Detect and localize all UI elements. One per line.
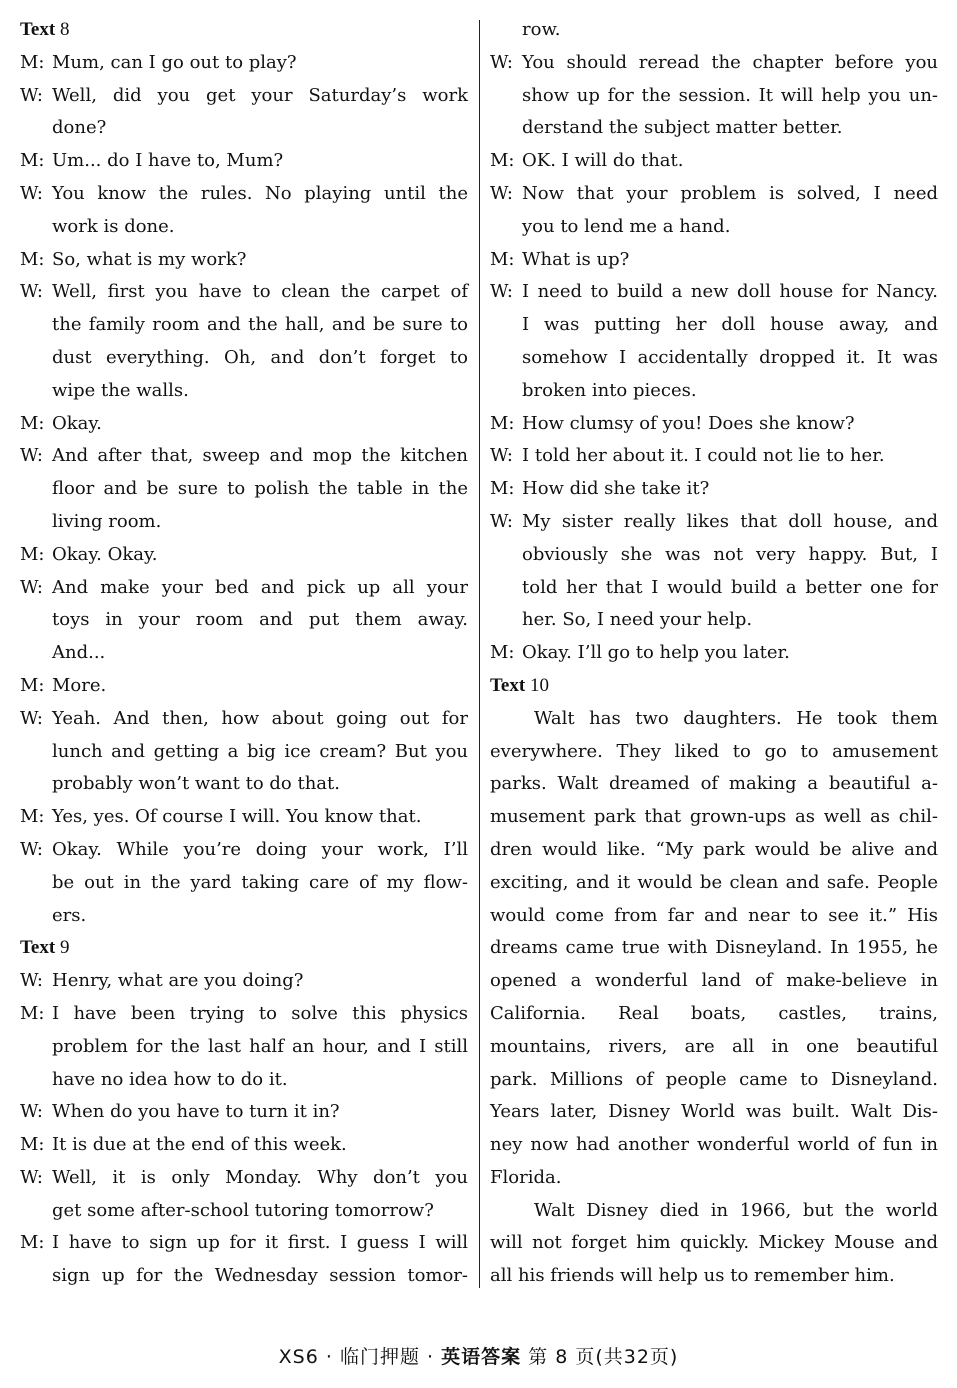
speaker-label: M:	[20, 248, 45, 270]
dialogue-line	[490, 178, 938, 211]
dialogue-line	[20, 801, 468, 834]
dialogue-text: show up for the session. It will help you un-	[522, 84, 938, 106]
dialogue-line	[20, 80, 468, 113]
paragraph-text: Walt Disney died in 1966, but the world	[534, 1199, 938, 1221]
dialogue-continuation	[490, 14, 938, 47]
dialogue-line	[20, 998, 468, 1031]
dialogue-text: Well, it is only Monday. Why don’t you	[52, 1166, 468, 1188]
dialogue-text: You know the rules. No playing until the	[52, 182, 468, 204]
dialogue-text: I have to sign up for it first. I guess I will	[52, 1232, 468, 1254]
speaker-label: M:	[20, 1232, 45, 1254]
dialogue-text: row.	[522, 19, 561, 40]
dialogue-continuation	[20, 473, 468, 506]
dialogue-text: the family room and the hall, and be sure to	[52, 314, 468, 336]
paragraph-text: dren would like. “My park would be alive and	[490, 838, 938, 860]
dialogue-text: Mum, can I go out to play?	[52, 51, 297, 73]
paragraph-line	[490, 1195, 938, 1228]
section-heading	[20, 932, 468, 965]
paragraph-line	[490, 736, 938, 769]
footer-code: XS6	[278, 1346, 319, 1368]
dialogue-line	[490, 244, 938, 277]
paragraph-text: mountains, rivers, are all in one beautiful	[490, 1035, 938, 1057]
speaker-label: M:	[20, 1134, 45, 1156]
dialogue-text: work is done.	[52, 215, 175, 237]
paragraph-line	[490, 1162, 938, 1195]
speaker-label: M:	[490, 248, 515, 270]
dialogue-text: broken into pieces.	[522, 379, 697, 401]
dialogue-continuation	[20, 112, 468, 145]
speaker-label: W:	[490, 281, 514, 303]
dialogue-text: It is due at the end of this week.	[52, 1134, 347, 1156]
dialogue-text: you to lend me a hand.	[522, 215, 731, 237]
dialogue-text: lunch and getting a big ice cream? But you	[52, 740, 468, 762]
dialogue-text: have no idea how to do it.	[52, 1068, 288, 1090]
dialogue-line	[20, 47, 468, 80]
speaker-label: M:	[490, 478, 515, 500]
dialogue-continuation	[490, 539, 938, 572]
speaker-label: M:	[490, 412, 515, 434]
speaker-label: W:	[20, 84, 44, 106]
dialogue-line	[20, 178, 468, 211]
paragraph-line	[490, 867, 938, 900]
dialogue-text: told her that I would build a better one for	[522, 576, 938, 598]
speaker-label: W:	[490, 51, 514, 73]
dialogue-continuation	[20, 1064, 468, 1097]
page-footer	[0, 1342, 957, 1369]
dialogue-text: Yes, yes. Of course I will. You know that.	[52, 806, 422, 828]
dialogue-line	[20, 440, 468, 473]
paragraph-line	[490, 1096, 938, 1129]
paragraph-text: Florida.	[490, 1166, 562, 1188]
speaker-label: W:	[20, 1166, 44, 1188]
paragraph-line	[490, 703, 938, 736]
dialogue-continuation	[490, 80, 938, 113]
speaker-label: W:	[20, 1101, 44, 1123]
dialogue-text: Henry, what are you doing?	[52, 970, 304, 992]
paragraph-text: everywhere. They liked to go to amusement	[490, 740, 938, 762]
dialogue-continuation	[490, 375, 938, 408]
dialogue-continuation	[20, 867, 468, 900]
paragraph-text: Years later, Disney World was built. Walt Dis-	[490, 1101, 938, 1123]
dialogue-text: Yeah. And then, how about going out for	[52, 707, 468, 729]
paragraph-text: opened a wonderful land of make-believe in	[490, 970, 938, 992]
dialogue-text: I was putting her doll house away, and	[522, 314, 938, 336]
section-heading	[20, 14, 468, 47]
dialogue-text: How did she take it?	[522, 478, 710, 500]
dialogue-text: probably won’t want to do that.	[52, 773, 340, 795]
dialogue-line	[20, 1096, 468, 1129]
dialogue-text: I have been trying to solve this physics	[52, 1002, 468, 1024]
speaker-label: M:	[20, 674, 45, 696]
dialogue-continuation	[20, 900, 468, 933]
dialogue-text: How clumsy of you! Does she know?	[522, 412, 855, 434]
column-divider	[479, 20, 480, 1288]
speaker-label: W:	[20, 970, 44, 992]
dialogue-text: Okay.	[52, 412, 102, 434]
speaker-label: M:	[20, 543, 45, 565]
footer-separator: ·	[318, 1346, 340, 1368]
section-heading-number: 10	[529, 674, 549, 696]
dialogue-line	[20, 703, 468, 736]
dialogue-text: problem for the last half an hour, and I still	[52, 1035, 468, 1057]
paragraph-line	[490, 1227, 938, 1260]
dialogue-text: ers.	[52, 904, 87, 926]
paragraph-text: would come from far and near to see it.” His	[490, 904, 938, 926]
dialogue-text: Well, did you get your Saturday’s work	[52, 84, 468, 106]
dialogue-line	[20, 1162, 468, 1195]
speaker-label: M:	[20, 1002, 45, 1024]
section-heading-label: Text	[20, 19, 56, 40]
speaker-label: W:	[20, 707, 44, 729]
dialogue-line	[490, 47, 938, 80]
dialogue-text: So, what is my work?	[52, 248, 247, 270]
section-heading-label: Text	[20, 937, 56, 959]
paragraph-text: exciting, and it would be clean and safe. People	[490, 871, 938, 893]
paragraph-text: will not forget him quickly. Mickey Mouse and	[490, 1232, 938, 1254]
dialogue-text: obviously she was not very happy. But, I	[522, 543, 938, 565]
dialogue-text: Well, first you have to clean the carpet of	[52, 281, 468, 303]
dialogue-line	[490, 440, 938, 473]
dialogue-continuation	[490, 572, 938, 605]
dialogue-continuation	[490, 604, 938, 637]
dialogue-text: My sister really likes that doll house, and	[522, 510, 938, 532]
dialogue-text: be out in the yard taking care of my flow-	[52, 871, 468, 893]
dialogue-continuation	[490, 309, 938, 342]
dialogue-text: Um... do I have to, Mum?	[52, 150, 284, 172]
dialogue-line	[490, 473, 938, 506]
dialogue-text: living room.	[52, 510, 162, 532]
paragraph-text: all his friends will help us to remember him.	[490, 1265, 895, 1287]
speaker-label: M:	[20, 806, 45, 828]
footer-series: 临门押题	[339, 1346, 420, 1368]
section-heading-number: 9	[59, 937, 70, 959]
speaker-label: W:	[490, 445, 514, 467]
dialogue-text: OK. I will do that.	[522, 150, 684, 172]
dialogue-line	[490, 276, 938, 309]
dialogue-continuation	[20, 736, 468, 769]
dialogue-line	[490, 145, 938, 178]
paragraph-line	[490, 1031, 938, 1064]
dialogue-line	[490, 637, 938, 670]
footer-page-number: 第 8 页(共32页)	[521, 1346, 679, 1368]
paragraph-text: Walt has two daughters. He took them	[534, 707, 938, 729]
dialogue-line	[20, 539, 468, 572]
dialogue-line	[20, 965, 468, 998]
dialogue-line	[20, 244, 468, 277]
dialogue-line	[20, 834, 468, 867]
speaker-label: M:	[20, 150, 45, 172]
section-heading-number: 8	[59, 19, 70, 40]
left-column	[20, 14, 468, 1293]
dialogue-text: done?	[52, 117, 107, 139]
section-heading-label: Text	[490, 674, 526, 696]
paragraph-line	[490, 965, 938, 998]
dialogue-line	[20, 572, 468, 605]
dialogue-continuation	[20, 506, 468, 539]
dialogue-continuation	[490, 211, 938, 244]
dialogue-text: You should reread the chapter before you	[522, 51, 938, 73]
dialogue-text: derstand the subject matter better.	[522, 117, 843, 139]
dialogue-text: get some after-school tutoring tomorrow?	[52, 1199, 434, 1221]
dialogue-text: And make your bed and pick up all your	[52, 576, 468, 598]
dialogue-text: her. So, I need your help.	[522, 609, 753, 631]
dialogue-text: somehow I accidentally dropped it. It was	[522, 346, 938, 368]
speaker-label: M:	[20, 412, 45, 434]
dialogue-text: dust everything. Oh, and don’t forget to	[52, 346, 468, 368]
dialogue-continuation	[20, 1195, 468, 1228]
paragraph-line	[490, 768, 938, 801]
dialogue-text: Okay. While you’re doing your work, I’ll	[52, 838, 468, 860]
dialogue-continuation	[20, 375, 468, 408]
dialogue-continuation	[20, 604, 468, 637]
speaker-label: W:	[490, 510, 514, 532]
dialogue-line	[490, 506, 938, 539]
dialogue-text: sign up for the Wednesday session tomor-	[52, 1265, 468, 1287]
paragraph-line	[490, 998, 938, 1031]
paragraph-line	[490, 1064, 938, 1097]
dialogue-continuation	[490, 342, 938, 375]
dialogue-continuation	[20, 211, 468, 244]
dialogue-text: What is up?	[522, 248, 630, 270]
paragraph-line	[490, 834, 938, 867]
dialogue-line	[490, 408, 938, 441]
dialogue-continuation	[20, 768, 468, 801]
paragraph-text: dreams came true with Disneyland. In 1955, he	[490, 937, 938, 959]
dialogue-text: wipe the walls.	[52, 379, 189, 401]
speaker-label: M:	[490, 642, 515, 664]
dialogue-text: toys in your room and put them away.	[52, 609, 468, 631]
section-heading	[490, 670, 938, 703]
dialogue-text: More.	[52, 674, 107, 696]
dialogue-text: I told her about it. I could not lie to her.	[522, 445, 885, 467]
dialogue-text: Now that your problem is solved, I need	[522, 182, 938, 204]
dialogue-text: I need to build a new doll house for Nancy.	[522, 281, 938, 303]
dialogue-line	[20, 145, 468, 178]
speaker-label: W:	[20, 445, 44, 467]
speaker-label: W:	[490, 182, 514, 204]
paragraph-line	[490, 1260, 938, 1293]
speaker-label: W:	[20, 576, 44, 598]
dialogue-text: And...	[52, 642, 106, 664]
speaker-label: W:	[20, 182, 44, 204]
footer-subject: 英语答案	[441, 1346, 522, 1368]
dialogue-continuation	[20, 309, 468, 342]
paragraph-line	[490, 801, 938, 834]
dialogue-continuation	[20, 342, 468, 375]
dialogue-continuation	[20, 1260, 468, 1293]
speaker-label: M:	[490, 150, 515, 172]
dialogue-continuation	[490, 112, 938, 145]
right-column	[490, 14, 938, 1293]
paragraph-text: California. Real boats, castles, trains,	[490, 1002, 938, 1024]
dialogue-line	[20, 408, 468, 441]
dialogue-line	[20, 1129, 468, 1162]
paragraph-text: park. Millions of people came to Disneyland.	[490, 1068, 938, 1090]
dialogue-line	[20, 670, 468, 703]
dialogue-line	[20, 276, 468, 309]
paragraph-line	[490, 932, 938, 965]
dialogue-text: When do you have to turn it in?	[52, 1101, 340, 1123]
dialogue-text: Okay. I’ll go to help you later.	[522, 642, 790, 664]
paragraph-text: ney now had another wonderful world of fun in	[490, 1134, 938, 1156]
speaker-label: W:	[20, 281, 44, 303]
speaker-label: M:	[20, 51, 45, 73]
dialogue-continuation	[20, 1031, 468, 1064]
dialogue-text: Okay. Okay.	[52, 543, 158, 565]
dialogue-line	[20, 1227, 468, 1260]
paragraph-line	[490, 1129, 938, 1162]
dialogue-text: floor and be sure to polish the table in the	[52, 478, 468, 500]
footer-separator: ·	[419, 1346, 442, 1368]
speaker-label: W:	[20, 838, 44, 860]
paragraph-text: parks. Walt dreamed of making a beautiful a-	[490, 773, 938, 795]
paragraph-line	[490, 900, 938, 933]
dialogue-continuation	[20, 637, 468, 670]
paragraph-text: musement park that grown-ups as well as chil-	[490, 806, 938, 828]
dialogue-text: And after that, sweep and mop the kitchen	[52, 445, 468, 467]
